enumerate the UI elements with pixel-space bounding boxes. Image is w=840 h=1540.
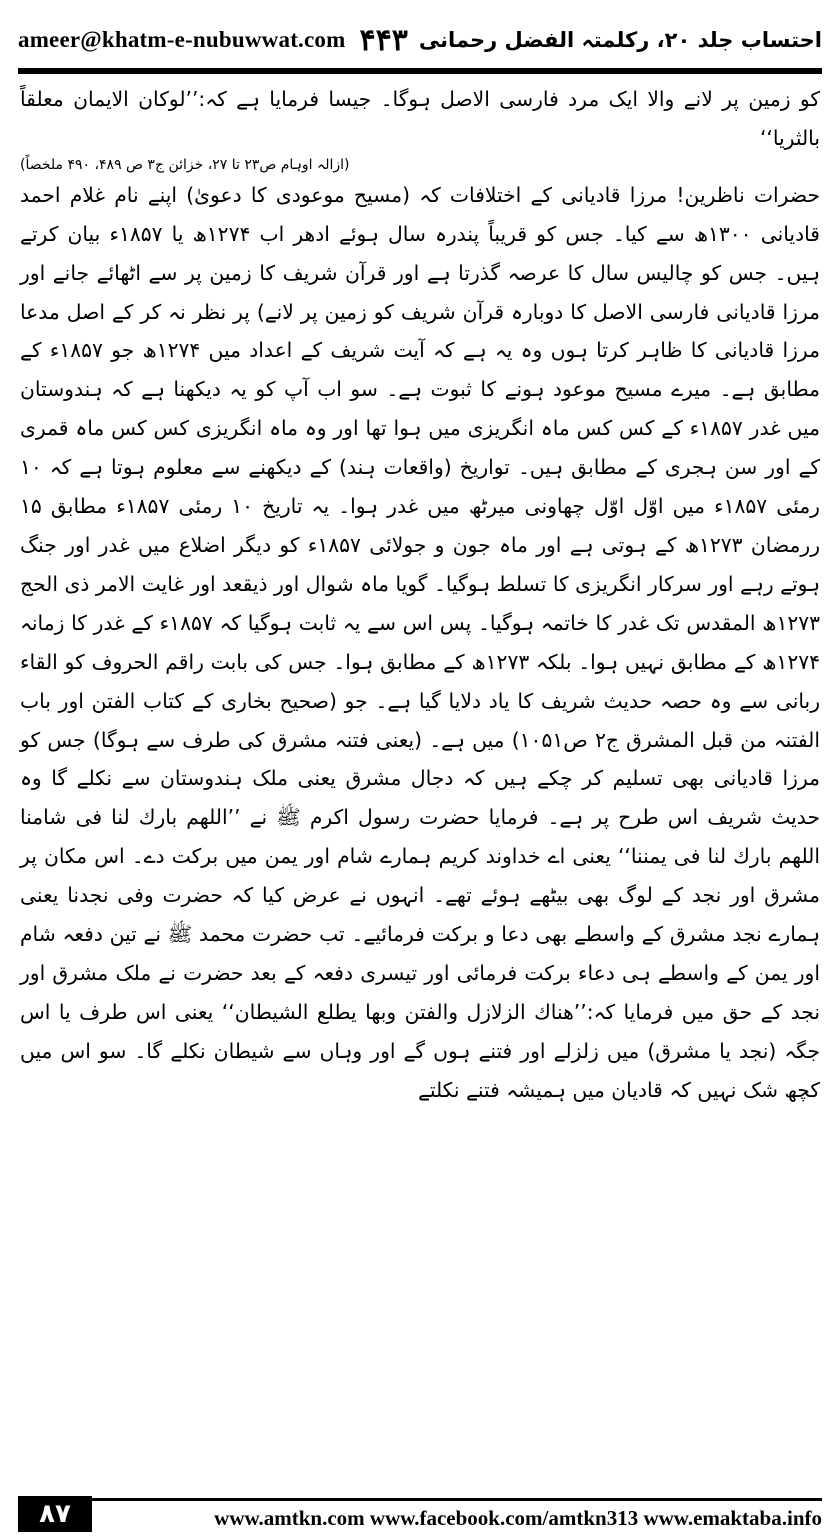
footer-links[interactable]: www.amtkn.com www.facebook.com/amtkn313 www.emaktaba.info [214, 1506, 822, 1530]
intro-text: کو زمین پر لانے والا ایک مرد فارسی الاصل ہوگا۔ جیسا فرمایا ہے کہ:’’لوکان الایمان معلقاً بالثریا‘‘ [20, 87, 820, 150]
body-paragraph-main: حضرات ناظرین! مرزا قادیانی کے اختلافات کہ (مسیح موعودی کا دعویٰ) اپنے نام غلام احمد قادیانی ۱۳۰۰ھ سے کیا۔ جس کو قریباً پندرہ سال ہوئے ادھر اب ۱۲۷۴ھ یا ۱۸۵۷ء بیان کرتے ہیں۔ جس کو چالیس سال کا عرصہ گذرتا ہے اور قرآن شریف کا زمین پر سے اٹھائے جانے اور مرزا قادیانی فارسی الاصل کا دوبارہ قرآن شریف کو زمین پر لانے) پر نظر نہ کر کے اصل مدعا مرزا قادیانی کا ظاہر کرتا ہوں وہ یہ ہے کہ آیت شریف کے اعداد میں ۱۲۷۴ھ جو ۱۸۵۷ء کے مطابق ہے۔ میرے مسیح موعود ہونے کا ثبوت ہے۔ سو اب آپ کو یہ دیکھنا ہے کہ ہندوستان میں غدر ۱۸۵۷ء کے کس کس ماہ انگریزی میں ہوا تھا اور وہ ماہ انگریزی کس کس ماہ قمری کے اور سن ہجری کے مطابق ہیں۔ تواریخ (واقعات ہند) کے دیکھنے سے معلوم ہوتا ہے کہ ۱۰ رمئی ۱۸۵۷ء میں اوّل اوّل چھاونی میرٹھ میں غدر ہوا۔ یہ تاریخ ۱۰ رمئی ۱۸۵۷ء مطابق ۱۵ ررمضان ۱۲۷۳ھ کے ہوتی ہے اور ماہ جون و جولائی ۱۸۵۷ء کو دیگر اضلاع میں غدر اور جنگ ہوتے رہے اور سرکار انگریزی کا تسلط ہوگیا۔ گویا ماہ شوال اور ذیقعد اور غایت الامر ذی الحج ۱۲۷۳ھ المقدس تک غدر کا خاتمہ ہوگیا۔ پس اس سے یہ ثابت ہوگیا کہ ۱۸۵۷ء کے غدر کا زمانہ ۱۲۷۴ھ کے مطابق نہیں ہوا۔ بلکہ ۱۲۷۳ھ کے مطابق ہوا۔ جس کی بابت راقم الحروف کو القاء ربانی سے وہ حصہ حدیث شریف کا یاد دلایا گیا ہے۔ جو (صحیح بخاری کے کتاب الفتن اور باب الفتنہ من قبل المشرق ج۲ ص۱۰۵۱) میں ہے۔ (یعنی فتنہ مشرق کی طرف سے ہوگا) جس کو مرزا قادیانی بھی تسلیم کر چکے ہیں کہ دجال مشرق یعنی ملک ہندوستان سے نکلے گا وہ حدیث شریف اس طرح پر ہے۔ فرمایا حضرت رسول اکرم ﷺ نے ’’اللھم بارك لنا فی شامنا اللھم بارك لنا فی یمننا‘‘ یعنی اے خداوند کریم ہمارے شام اور یمن میں برکت دے۔ اس مکان پر مشرق اور نجد کے لوگ بھی بیٹھے ہوئے تھے۔ انہوں نے عرض کیا کہ حضرت وفی نجدنا یعنی ہمارے نجد مشرق کے واسطے بھی دعا و برکت فرمائیے۔ تب حضرت محمد ﷺ نے تین دفعہ شام اور یمن کے واسطے ہی دعاء برکت فرمائی اور تیسری دفعہ کے بعد حضرت نے ملک مشرق اور نجد کے حق میں فرمایا کہ:’’ھناك الزلازل والفتن وبھا یطلع الشیطان‘‘ یعنی اس طرف یا اس جگہ (نجد یا مشرق) میں زلزلے اور فتنے ہوں گے اور وہاں سے شیطان نکلے گا۔ سو اس میں کچھ شک نہیں کہ قادیان میں ہمیشہ فتنے نکلتے [20, 182, 821, 1102]
page-footer [18, 1492, 822, 1536]
page-body [20, 80, 820, 1480]
header-rule [18, 68, 822, 74]
header-left [18, 23, 408, 58]
page-header [18, 14, 822, 66]
footer-rule [18, 1498, 822, 1501]
body-paragraph-intro [20, 80, 820, 176]
footer-page-number: ۸۷ [18, 1496, 92, 1532]
intro-reference: (ازالہ اوہام ص۲۳ تا ۲۷، خزائن ج۳ ص ۴۸۹، ۴۹۰ ملخصاً) [20, 156, 350, 173]
header-page-number: ۴۴۳ [359, 22, 408, 58]
header-email[interactable]: ameer@khatm-e-nubuwwat.com [18, 27, 346, 52]
header-book-title: احتساب جلد ۲۰، رکلمتہ الفضل رحمانی [418, 28, 822, 52]
